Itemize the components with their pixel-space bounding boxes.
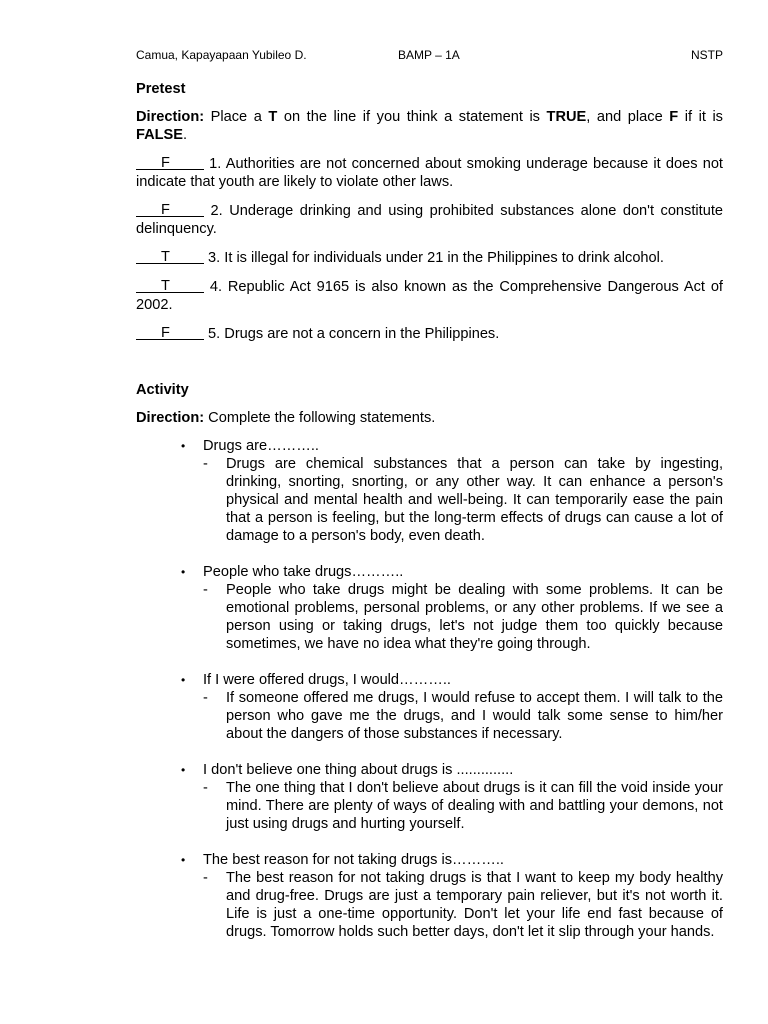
answer-blank[interactable] bbox=[136, 248, 204, 267]
pretest-heading: Pretest bbox=[136, 81, 186, 97]
bullet-icon: • bbox=[181, 439, 186, 453]
statement-prompt: Drugs are……….. bbox=[203, 438, 319, 454]
list-item bbox=[181, 671, 723, 743]
list-item bbox=[181, 761, 723, 833]
statement-prompt: The best reason for not taking drugs is……….. bbox=[203, 852, 504, 868]
list-item bbox=[181, 851, 723, 941]
dash-icon: - bbox=[203, 870, 208, 886]
activity-list bbox=[136, 437, 723, 941]
dash-icon: - bbox=[203, 780, 208, 796]
answer-value: T bbox=[161, 278, 170, 294]
pretest-item bbox=[136, 277, 723, 314]
pretest-item bbox=[136, 154, 723, 191]
statement-text: 3. It is illegal for individuals under 21 in the Philippines to drink alcohol. bbox=[204, 250, 664, 266]
statement-answer: - People who take drugs might be dealing with some problems. It can be emotional problems, personal problems, or any other problems. If we see a person using or taking drugs, let's not judge them too quickly because sometimes, we have no idea what they're going through. bbox=[203, 582, 723, 652]
statement-answer: - The one thing that I don't believe about drugs is it can fill the void inside your mind. There are plenty of ways of dealing with and battling your demons, not just using drugs and hurting yourself. bbox=[203, 780, 723, 832]
direction-label: Direction: bbox=[136, 410, 205, 426]
activity-heading: Activity bbox=[136, 382, 189, 398]
course-section: BAMP – 1A bbox=[398, 48, 460, 62]
statement-text: 4. Republic Act 9165 is also known as the Comprehensive Dangerous Act of 2002. bbox=[136, 279, 723, 313]
direction-label: Direction: bbox=[136, 109, 205, 125]
document-body bbox=[136, 80, 723, 959]
statement-answer: - Drugs are chemical substances that a person can take by ingesting, drinking, snorting, snorting, or any other way. It can enhance a person's physical and mental health and well-being. It can temporarily ease the pain that a person is feeling, but the long-term effects of drugs can cause a lot of damage to a person's body, even death. bbox=[203, 456, 723, 544]
subject-name: NSTP bbox=[690, 48, 723, 62]
statement-text: 1. Authorities are not concerned about smoking underage because it does not indicate that youth are likely to violate other laws. bbox=[136, 156, 723, 190]
answer-blank[interactable] bbox=[136, 324, 204, 343]
dash-icon: - bbox=[203, 456, 208, 472]
answer-blank[interactable] bbox=[136, 154, 204, 173]
statement-prompt: I don't believe one thing about drugs is .............. bbox=[203, 762, 514, 778]
statement-text: 5. Drugs are not a concern in the Philippines. bbox=[204, 326, 500, 342]
bullet-icon: • bbox=[181, 673, 186, 687]
answer-blank[interactable] bbox=[136, 201, 204, 220]
bullet-icon: • bbox=[181, 853, 186, 867]
answer-value: F bbox=[161, 202, 170, 218]
list-item bbox=[181, 563, 723, 653]
answer-value: F bbox=[161, 155, 170, 171]
statement-prompt: If I were offered drugs, I would……….. bbox=[203, 672, 451, 688]
bullet-icon: • bbox=[181, 565, 186, 579]
statement-prompt: People who take drugs……….. bbox=[203, 564, 404, 580]
list-item bbox=[181, 437, 723, 545]
bullet-icon: • bbox=[181, 763, 186, 777]
pretest-direction: Direction: Place a T on the line if you think a statement is TRUE, and place F if it is FALSE. bbox=[136, 109, 723, 143]
statement-answer: - The best reason for not taking drugs is that I want to keep my body healthy and drug-free. Drugs are just a temporary pain reliever, but it's not worth it. Life is just a one-time opportunity. Don't let your life end fast because of drugs. Tomorrow holds such better days, don't let it slip through your hands. bbox=[203, 870, 723, 940]
statement-answer: - If someone offered me drugs, I would refuse to accept them. I will talk to the person who gave me the drugs, and I would talk some sense to him/her about the dangers of those substances if necessary. bbox=[203, 690, 723, 742]
pretest-item bbox=[136, 248, 723, 267]
answer-value: T bbox=[161, 249, 170, 265]
student-name: Camua, Kapayapaan Yubileo D. bbox=[136, 48, 307, 62]
pretest-item bbox=[136, 324, 723, 343]
answer-blank[interactable] bbox=[136, 277, 204, 296]
activity-direction: Direction: Complete the following statements. bbox=[136, 410, 436, 426]
dash-icon: - bbox=[203, 690, 208, 706]
pretest-item bbox=[136, 201, 723, 238]
dash-icon: - bbox=[203, 582, 208, 598]
page-header bbox=[136, 46, 723, 64]
statement-text: 2. Underage drinking and using prohibited substances alone don't constitute delinquency. bbox=[136, 203, 723, 237]
answer-value: F bbox=[161, 325, 170, 341]
